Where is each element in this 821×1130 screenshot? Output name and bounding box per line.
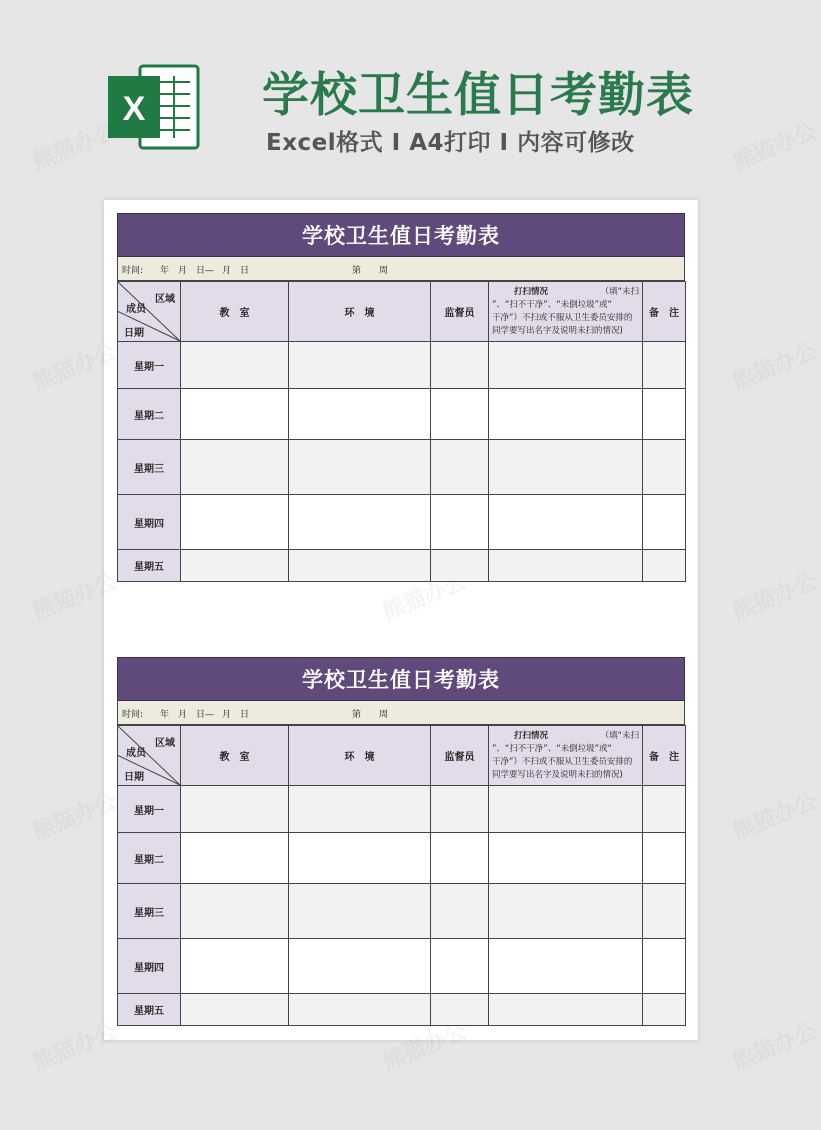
- cell[interactable]: [431, 786, 489, 833]
- watermark: 熊猫办公: [729, 789, 821, 846]
- cell[interactable]: [489, 550, 643, 582]
- table-row: [118, 884, 686, 939]
- cell[interactable]: [431, 994, 489, 1026]
- col-environment: 环 境: [289, 726, 431, 786]
- cell[interactable]: [643, 342, 686, 389]
- attendance-sheet: [117, 657, 685, 1026]
- col-supervisor: 监督员: [431, 282, 489, 342]
- sheet-title: 学校卫生值日考勤表: [117, 657, 685, 701]
- area-label: 区域: [155, 294, 175, 305]
- date-to[interactable]: 月 日: [222, 710, 250, 720]
- cell[interactable]: [643, 786, 686, 833]
- watermark: 熊猫办公: [29, 789, 121, 846]
- cell[interactable]: [489, 884, 643, 939]
- cell[interactable]: [489, 833, 643, 884]
- watermark: 熊猫办公: [729, 1019, 821, 1076]
- week-label[interactable]: 第 周: [352, 266, 389, 276]
- cell[interactable]: [489, 342, 643, 389]
- cell[interactable]: [181, 939, 289, 994]
- day-cell: 星期三: [118, 884, 181, 939]
- table-row: [118, 495, 686, 550]
- cell[interactable]: [289, 440, 431, 495]
- watermark: 熊猫办公: [29, 119, 121, 176]
- day-cell: 星期一: [118, 342, 181, 389]
- week-label[interactable]: 第 周: [352, 710, 389, 720]
- day-cell: 星期三: [118, 440, 181, 495]
- attendance-sheet: [117, 213, 685, 582]
- table-row: [118, 939, 686, 994]
- date-from[interactable]: 年 月 日—: [160, 710, 215, 720]
- member-label: 成员: [126, 304, 146, 315]
- date-label: 日期: [124, 772, 144, 783]
- day-cell: 星期四: [118, 495, 181, 550]
- watermark: 熊猫办公: [729, 339, 821, 396]
- cell[interactable]: [431, 440, 489, 495]
- day-cell: 星期五: [118, 994, 181, 1026]
- col-classroom: 教 室: [181, 282, 289, 342]
- cell[interactable]: [643, 389, 686, 440]
- cell[interactable]: [489, 440, 643, 495]
- table-row: [118, 440, 686, 495]
- table-row: [118, 342, 686, 389]
- cell[interactable]: [181, 884, 289, 939]
- cell[interactable]: [431, 342, 489, 389]
- header: [0, 0, 800, 190]
- svg-text:X: X: [122, 90, 146, 128]
- time-label[interactable]: 时间:: [122, 710, 144, 720]
- table-row: [118, 550, 686, 582]
- cell[interactable]: [643, 440, 686, 495]
- cell[interactable]: [643, 939, 686, 994]
- sheet-title: 学校卫生值日考勤表: [117, 213, 685, 257]
- cell[interactable]: [431, 833, 489, 884]
- attendance-table: [117, 725, 686, 1026]
- day-cell: 星期五: [118, 550, 181, 582]
- cell[interactable]: [489, 495, 643, 550]
- cell[interactable]: [643, 884, 686, 939]
- excel-icon: [104, 58, 202, 156]
- cell[interactable]: [431, 389, 489, 440]
- day-cell: 星期二: [118, 389, 181, 440]
- cell[interactable]: [289, 833, 431, 884]
- col-cleaning-status: 打扫情况 （填“未扫 ”、“扫不干净”、“未倒垃圾”或“ 干净”）不扫或不服从卫生委员安排的 同学要写出名字及说明未扫的情况): [489, 726, 643, 786]
- cell[interactable]: [289, 939, 431, 994]
- date-to[interactable]: 月 日: [222, 266, 250, 276]
- col-supervisor: 监督员: [431, 726, 489, 786]
- cell[interactable]: [181, 440, 289, 495]
- watermark: 熊猫办公: [29, 569, 121, 626]
- sheet-info-row: [117, 257, 685, 281]
- cell[interactable]: [431, 939, 489, 994]
- day-cell: 星期二: [118, 833, 181, 884]
- watermark: 熊猫办公: [379, 1019, 471, 1076]
- watermark: 熊猫办公: [729, 119, 821, 176]
- cell[interactable]: [489, 389, 643, 440]
- cell[interactable]: [431, 495, 489, 550]
- watermark: 熊猫办公: [29, 339, 121, 396]
- attendance-table: [117, 281, 686, 582]
- sheet-info-row: [117, 701, 685, 725]
- table-header-row: [118, 726, 686, 786]
- col-cleaning-status: 打扫情况 （填“未扫 ”、“扫不干净”、“未倒垃圾”或“ 干净”）不扫或不服从卫生委员安排的 同学要写出名字及说明未扫的情况): [489, 282, 643, 342]
- diagonal-header-cell: [118, 282, 181, 342]
- cell[interactable]: [431, 884, 489, 939]
- col-remarks: 备 注: [643, 282, 686, 342]
- cell[interactable]: [643, 550, 686, 582]
- cell[interactable]: [289, 994, 431, 1026]
- cell[interactable]: [181, 389, 289, 440]
- cell[interactable]: [289, 550, 431, 582]
- cell[interactable]: [289, 389, 431, 440]
- diagonal-header-cell: [118, 726, 181, 786]
- cell[interactable]: [643, 994, 686, 1026]
- cell[interactable]: [489, 994, 643, 1026]
- cell[interactable]: [181, 550, 289, 582]
- day-cell: 星期一: [118, 786, 181, 833]
- table-row: [118, 786, 686, 833]
- cell[interactable]: [181, 994, 289, 1026]
- page-subtitle: Excel格式 I A4打印 I 内容可修改: [266, 130, 635, 156]
- col-classroom: 教 室: [181, 726, 289, 786]
- cell[interactable]: [181, 833, 289, 884]
- cell[interactable]: [643, 833, 686, 884]
- cell[interactable]: [181, 342, 289, 389]
- member-label: 成员: [126, 748, 146, 759]
- cell[interactable]: [181, 495, 289, 550]
- cell[interactable]: [489, 786, 643, 833]
- cell[interactable]: [643, 495, 686, 550]
- date-from[interactable]: 年 月 日—: [160, 266, 215, 276]
- date-label: 日期: [124, 328, 144, 339]
- page-title: 学校卫生值日考勤表: [262, 68, 694, 123]
- watermark: 熊猫办公: [729, 569, 821, 626]
- col-environment: 环 境: [289, 282, 431, 342]
- cell[interactable]: [289, 786, 431, 833]
- area-label: 区域: [155, 738, 175, 749]
- cell[interactable]: [489, 939, 643, 994]
- cell[interactable]: [289, 342, 431, 389]
- watermark: 熊猫办公: [29, 1019, 121, 1076]
- day-cell: 星期四: [118, 939, 181, 994]
- table-row: [118, 833, 686, 884]
- table-header-row: [118, 282, 686, 342]
- cell[interactable]: [181, 786, 289, 833]
- cell[interactable]: [431, 550, 489, 582]
- time-label[interactable]: 时间:: [122, 266, 144, 276]
- col-remarks: 备 注: [643, 726, 686, 786]
- table-row: [118, 994, 686, 1026]
- cell[interactable]: [289, 884, 431, 939]
- cell[interactable]: [289, 495, 431, 550]
- table-row: [118, 389, 686, 440]
